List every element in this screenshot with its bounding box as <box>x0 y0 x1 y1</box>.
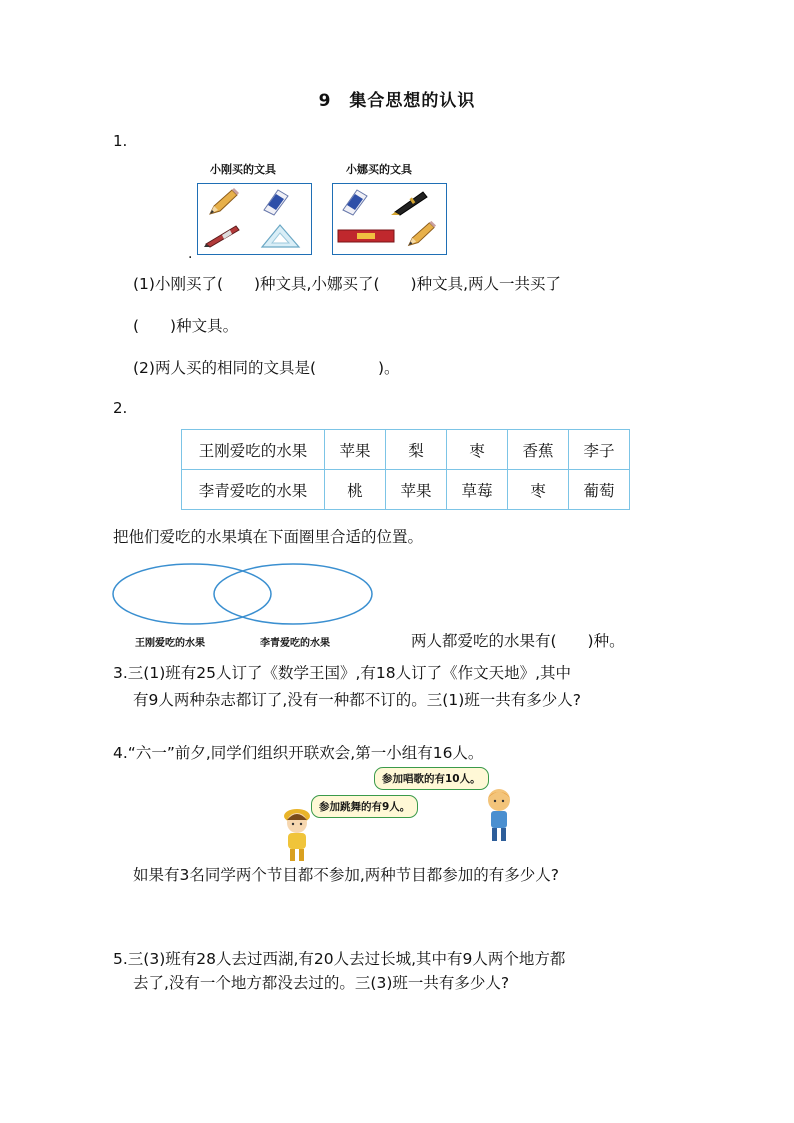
pencil-icon <box>403 220 437 250</box>
xiaogang-stationery-box <box>197 183 312 255</box>
table-cell: 枣 <box>447 430 508 470</box>
table-cell: 葡萄 <box>569 470 630 510</box>
speech-bubble-sing: 参加唱歌的有10人。 <box>374 767 489 790</box>
table-cell: 梨 <box>386 430 447 470</box>
pen-icon <box>202 222 242 248</box>
q5-line2: 去了,没有一个地方都没去过的。三(3)班一共有多少人? <box>133 974 510 992</box>
eraser-icon <box>260 188 290 216</box>
pencil-icon <box>204 188 240 218</box>
q1-number: 1. <box>113 132 128 150</box>
venn-label-left: 王刚爱吃的水果 <box>135 638 205 649</box>
triangle-ruler-icon <box>258 222 302 250</box>
label-xiaona-stationery: 小娜买的文具 <box>346 163 412 176</box>
fruit-table <box>181 429 630 510</box>
q4-question: 如果有3名同学两个节目都不参加,两种节目都参加的有多少人? <box>133 866 560 884</box>
eraser-icon <box>339 188 369 216</box>
venn-circle-right <box>214 564 372 624</box>
table-cell: 李子 <box>569 430 630 470</box>
table-cell: 李青爱吃的水果 <box>182 470 325 510</box>
fountain-pen-icon <box>389 188 433 216</box>
speech-bubble-dance: 参加跳舞的有9人。 <box>311 795 418 818</box>
table-cell: 草莓 <box>447 470 508 510</box>
table-cell: 桃 <box>325 470 386 510</box>
q2-common-fruits: 两人都爱吃的水果有( )种。 <box>411 632 625 650</box>
q1-part1-line2: ( )种文具。 <box>133 317 239 335</box>
q2-number: 2. <box>113 399 128 417</box>
table-cell: 苹果 <box>386 470 447 510</box>
q1-part1-line1: (1)小刚买了( )种文具,小娜买了( )种文具,两人一共买了 <box>133 275 562 293</box>
q5-line1: 5.三(3)班有28人去过西湖,有20人去过长城,其中有9人两个地方都 <box>113 950 566 968</box>
girl-figure-icon <box>280 806 314 864</box>
table-cell: 香蕉 <box>508 430 569 470</box>
ruler-icon <box>337 228 395 244</box>
venn-circle-left <box>113 564 271 624</box>
page-title: 9 集合思想的认识 <box>318 91 476 111</box>
table-cell: 枣 <box>508 470 569 510</box>
table-row <box>182 430 630 470</box>
table-cell: 苹果 <box>325 430 386 470</box>
q3-line2: 有9人两种杂志都订了,没有一种都不订的。三(1)班一共有多少人? <box>133 691 581 709</box>
label-xiaogang-stationery: 小刚买的文具 <box>210 163 276 176</box>
venn-label-right: 李青爱吃的水果 <box>260 638 330 649</box>
table-row <box>182 470 630 510</box>
q1-part2: (2)两人买的相同的文具是( )。 <box>133 359 400 377</box>
table-cell: 王刚爱吃的水果 <box>182 430 325 470</box>
q2-instruction: 把他们爱吃的水果填在下面圈里合适的位置。 <box>113 528 424 546</box>
boy-figure-icon <box>482 786 516 844</box>
venn-diagram <box>110 560 378 630</box>
dot-mark: . <box>188 246 193 262</box>
q3-line1: 3.三(1)班有25人订了《数学王国》,有18人订了《作文天地》,其中 <box>113 664 572 682</box>
q4-line1: 4.“六一”前夕,同学们组织开联欢会,第一小组有16人。 <box>113 744 484 762</box>
xiaona-stationery-box <box>332 183 447 255</box>
